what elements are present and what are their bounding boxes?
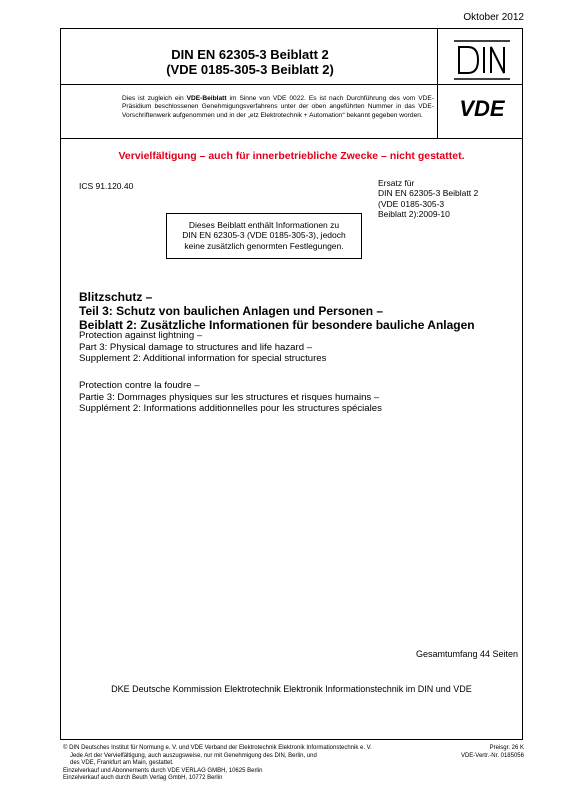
title-line: Protection contre la foudre – <box>79 380 200 391</box>
title-line: Part 3: Physical damage to structures and life hazard – <box>79 341 313 353</box>
title-line: Blitzschutz – <box>79 290 153 304</box>
svg-text:VDE: VDE <box>459 96 505 121</box>
footer-line: © DIN Deutsches Institut für Normung e. V. und VDE Verband der Elektrotechnik Elektronik Informationstechnik e. V. <box>63 745 372 751</box>
dke-line: DKE Deutsche Kommission Elektrotechnik Elektronik Informationstechnik im DIN und VDE <box>111 684 472 694</box>
footer-line: Jede Art der Vervielfältigung, auch auszugsweise, nur mit Genehmigung des DIN, Berlin, und <box>70 752 317 759</box>
title-line: Teil 3: Schutz von baulichen Anlagen und Personen – <box>79 304 384 319</box>
total-pages: Gesamtumfang 44 Seiten <box>415 649 518 659</box>
french-title <box>79 380 382 415</box>
footer-line: Einzelverkauf auch durch Beuth Verlag GmbH, 10772 Berlin <box>63 775 223 782</box>
replaces-line: (VDE 0185-305-3 <box>378 198 445 209</box>
info-line: Dieses Beiblatt enthält Informationen zu <box>188 220 340 230</box>
document-number: DIN EN 62305-3 Beiblatt 2 <box>171 47 329 62</box>
supplement-info-box <box>166 213 362 259</box>
price-group: Preisgr. 26 K <box>489 745 524 751</box>
publication-date: Oktober 2012 <box>463 12 524 23</box>
title-line: Protection against lightning – <box>79 330 203 341</box>
vde-order-number: VDE-Vertr.-Nr. 0185056 <box>460 752 524 759</box>
vde-classification: (VDE 0185-305-3 Beiblatt 2) <box>166 62 334 77</box>
replaces-line: Beiblatt 2):2009-10 <box>378 209 450 220</box>
vde-logo <box>444 95 520 121</box>
info-line: DIN EN 62305-3 (VDE 0185-305-3), jedoch <box>182 230 346 241</box>
ics-code: ICS 91.120.40 <box>79 181 134 191</box>
divider-header <box>61 84 522 85</box>
replaces-line: Ersatz für <box>378 178 415 188</box>
vde-notice: Dies ist zugleich ein VDE-Beiblatt im Sinne von VDE 0022. Es ist nach Durchführung des vom VDE-Präsidium beschlossenen Genehmigungsverfahrens unter der oben angeführten Nummer in das VDE-Vorschriftenwerk aufgenommen und in der „etz Elektrotechnik + Automation“ bekannt gegeben worden. <box>122 95 434 119</box>
price-footer <box>461 745 524 760</box>
footer-line: des VDE, Frankfurt am Main, gestattet. <box>70 760 174 767</box>
title-line: Supplément 2: Informations additionnelles pour les structures spéciales <box>79 403 382 415</box>
copy-restriction-warning: Vervielfältigung – auch für innerbetriebliche Zwecke – nicht gestattet. <box>118 150 465 162</box>
din-logo <box>451 38 513 82</box>
footer-line: Einzelverkauf und Abonnements durch VDE VERLAG GMBH, 10625 Berlin <box>63 767 263 774</box>
divider-logo-column <box>437 29 438 138</box>
copyright-footer <box>63 745 423 783</box>
title-line: Partie 3: Dommages physiques sur les structures et risques humains – <box>79 391 380 403</box>
german-title <box>79 290 475 333</box>
title-line: Beiblatt 2: Zusätzliche Informationen für besondere bauliche Anlagen <box>79 318 475 333</box>
divider-notice <box>61 138 522 139</box>
replaces-block <box>378 178 478 220</box>
title-line: Supplement 2: Additional information for special structures <box>79 353 327 365</box>
english-title <box>79 330 326 365</box>
info-line: keine zusätzlich genormten Festlegungen. <box>184 240 344 251</box>
replaces-line: DIN EN 62305-3 Beiblatt 2 <box>378 188 479 199</box>
